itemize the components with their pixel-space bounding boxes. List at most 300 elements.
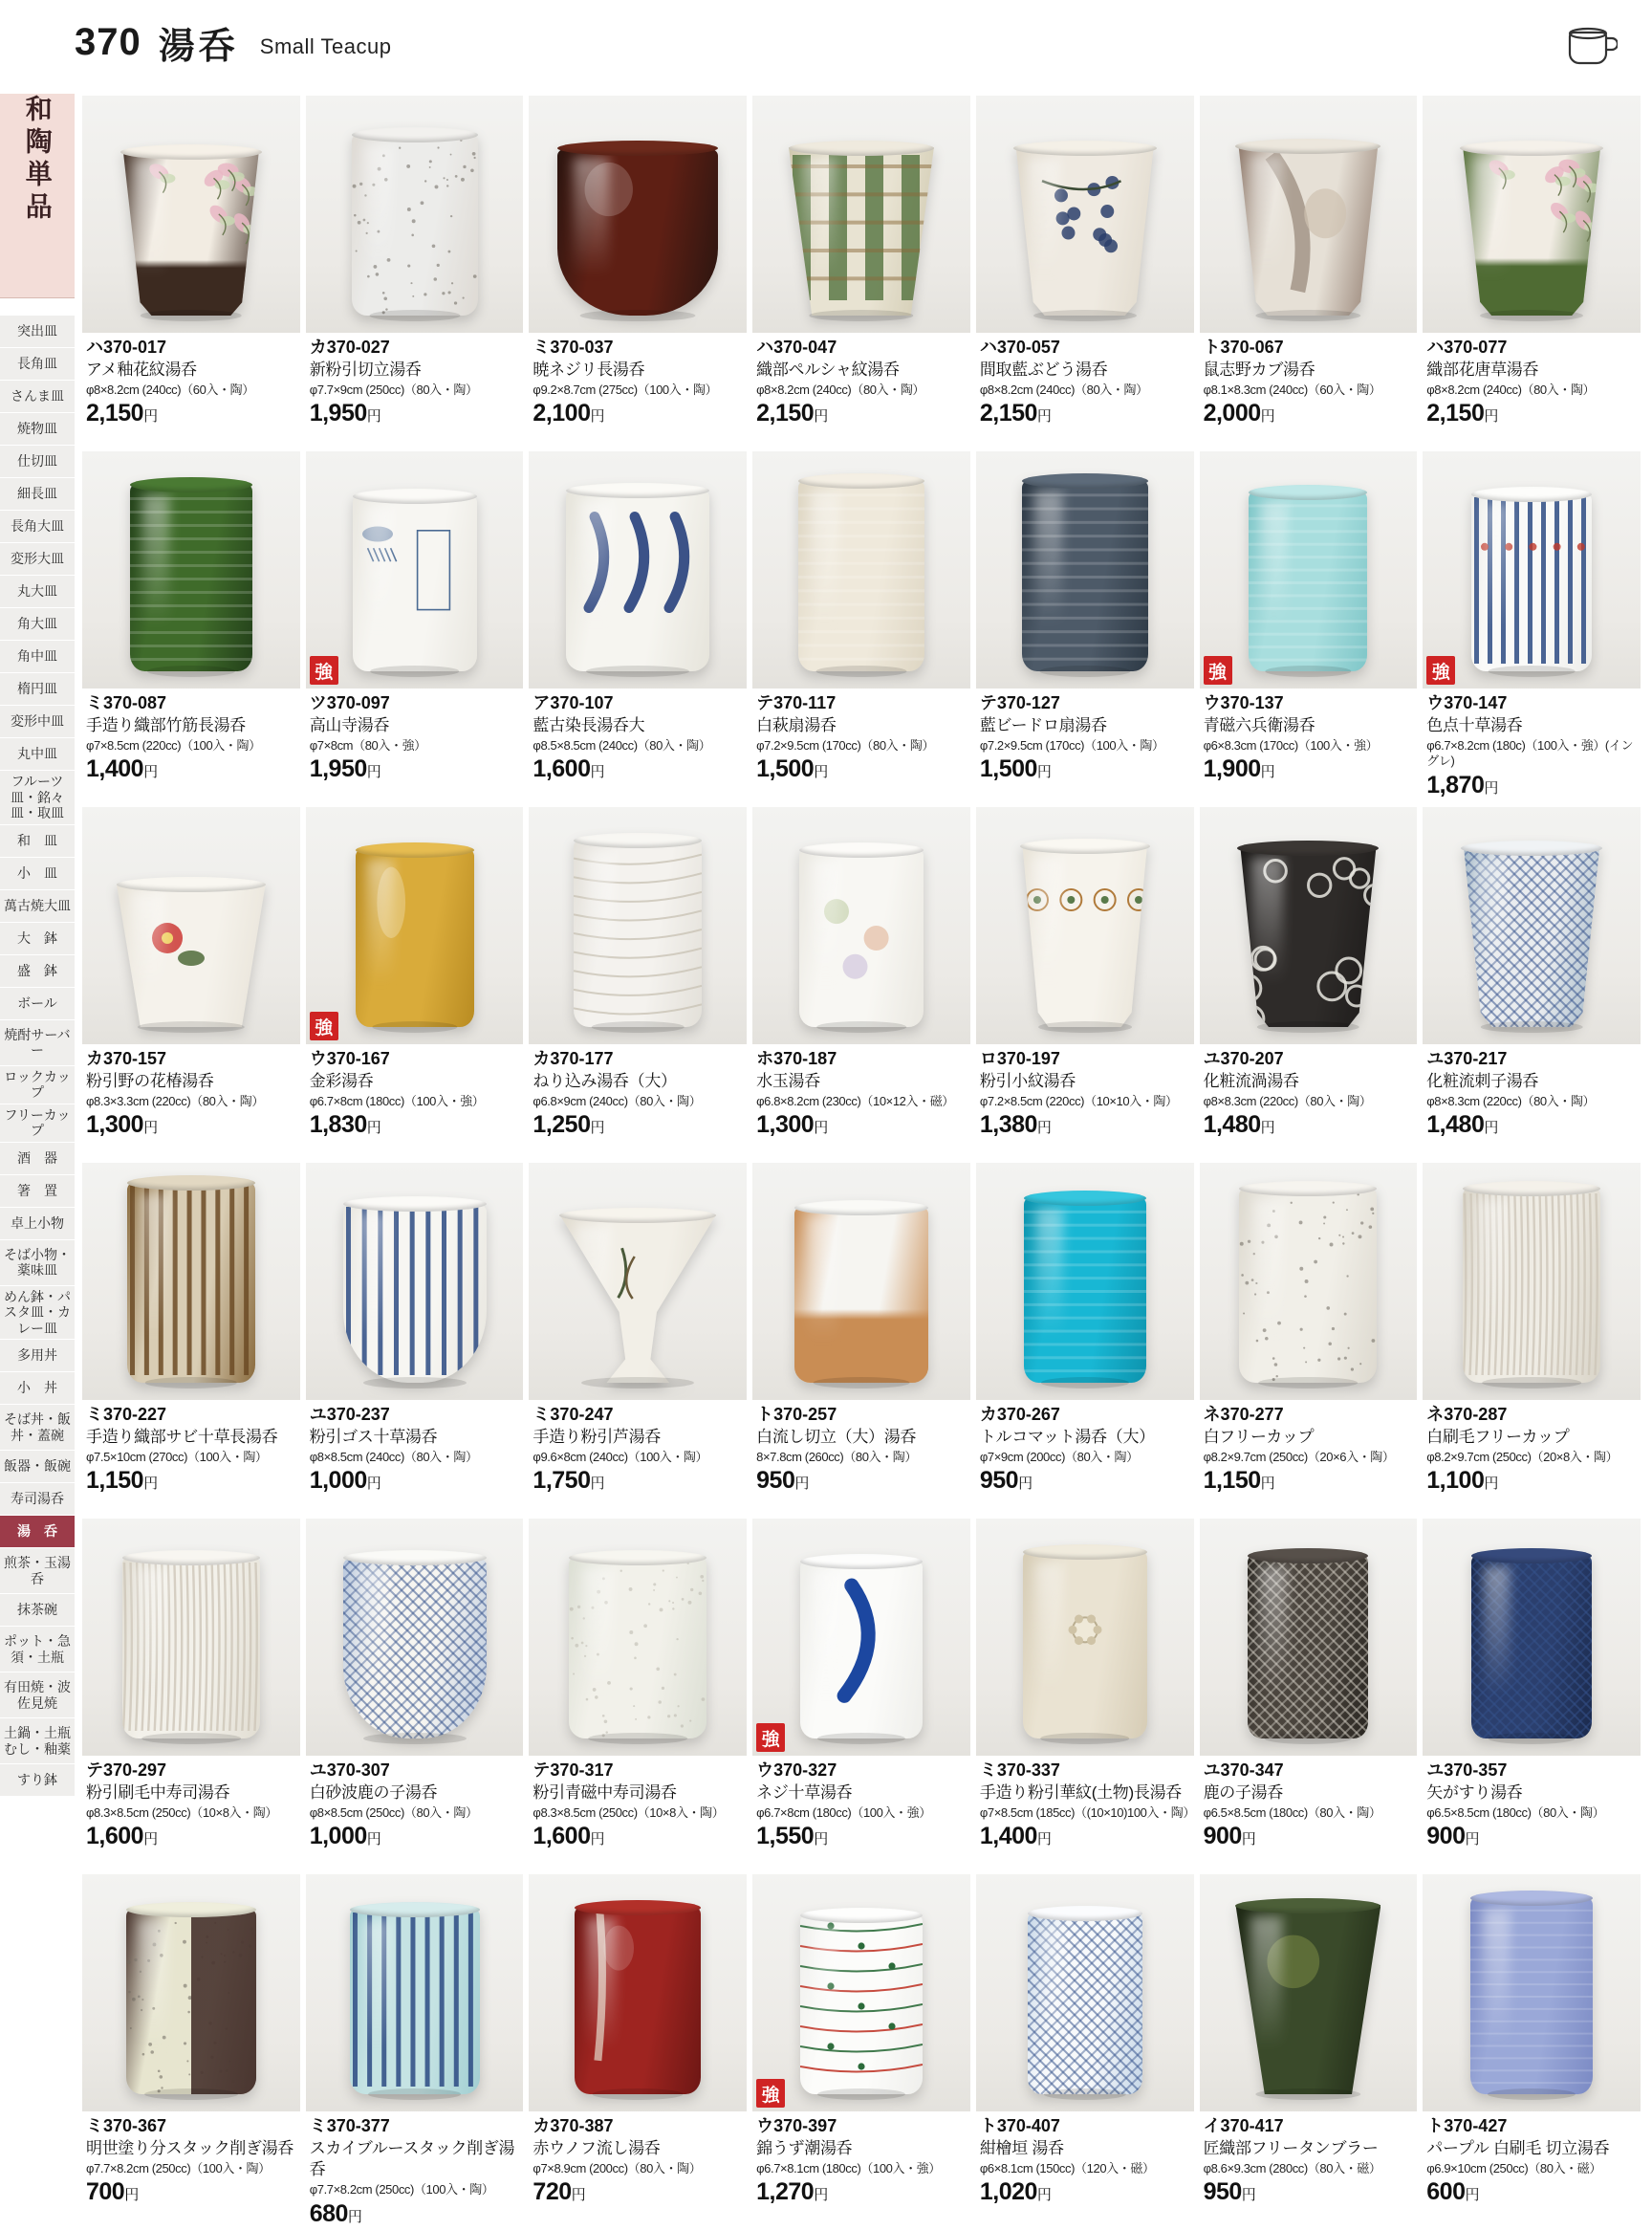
product-cell[interactable]	[752, 807, 970, 1163]
sidebar-item-37[interactable]	[0, 1627, 75, 1672]
product-code: テ370-297	[86, 1760, 167, 1780]
sidebar-item-29[interactable]	[0, 1340, 75, 1372]
product-photo	[1200, 807, 1418, 1044]
sidebar-item-label: 小 皿	[17, 864, 57, 881]
product-info	[306, 2111, 524, 2228]
product-photo	[82, 96, 300, 333]
highlight	[1484, 504, 1511, 628]
sidebar-item-label: 湯 呑	[17, 1523, 57, 1540]
sidebar-item-label: 煎茶・玉湯呑	[4, 1555, 71, 1586]
highlight	[574, 158, 609, 275]
product-cell[interactable]	[976, 451, 1194, 807]
sidebar-item-label: 丸大皿	[17, 583, 57, 600]
product-spec: φ7×8.9cm (200cc)（80入・陶）	[533, 2160, 702, 2175]
price-value: 1,480	[1203, 1111, 1261, 1139]
cup-shadow	[1489, 666, 1576, 677]
product-image	[350, 1909, 480, 2094]
sidebar-item-21[interactable]	[0, 1020, 75, 1066]
product-image	[1460, 147, 1603, 316]
product-price	[533, 400, 745, 427]
sidebar-item-10[interactable]	[0, 641, 75, 673]
highlight	[580, 500, 612, 627]
product-cell[interactable]	[976, 1519, 1194, 1874]
product-image	[557, 147, 718, 316]
header-band	[75, 0, 1652, 84]
product-price	[980, 1111, 1192, 1139]
price-unit: 円	[1260, 1476, 1275, 1493]
highlight	[587, 851, 615, 982]
product-cell[interactable]	[752, 451, 970, 807]
product-name: 粉引刷毛中寿司湯呑	[86, 1782, 230, 1802]
cup-shadow	[1038, 1021, 1132, 1033]
sidebar-item-label: そば小物・薬味皿	[4, 1246, 71, 1279]
product-info	[529, 2111, 747, 2206]
product-cell[interactable]	[1200, 451, 1418, 807]
product-info	[306, 1044, 524, 1139]
product-cell[interactable]	[1423, 96, 1641, 451]
product-cell[interactable]	[976, 1874, 1194, 2230]
sidebar-item-label: 長角皿	[17, 356, 57, 372]
price-unit: 円	[366, 1476, 381, 1493]
strong-badge: 強	[310, 656, 338, 685]
product-price	[756, 2178, 968, 2206]
product-spec: φ6.7×8.1cm (180cc)（100入・強）	[756, 2160, 941, 2175]
highlight	[1028, 158, 1059, 275]
cup-rim	[356, 842, 474, 858]
product-info	[306, 333, 524, 427]
product-photo	[1423, 1163, 1641, 1400]
product-spec: φ9.2×8.7cm (275cc)（100入・陶）	[533, 382, 718, 397]
sidebar-item-28[interactable]	[0, 1286, 75, 1341]
sidebar-item-34[interactable]	[0, 1516, 75, 1548]
cup-rim	[1237, 841, 1379, 856]
product-price	[756, 1111, 968, 1139]
product-cell[interactable]	[306, 451, 524, 807]
product-cell[interactable]	[529, 1874, 747, 2230]
cup-shadow	[141, 1733, 241, 1744]
product-name: 粉引青磁中寿司湯呑	[533, 1782, 677, 1802]
sidebar-item-1[interactable]	[0, 348, 75, 381]
sidebar-item-38[interactable]	[0, 1672, 75, 1718]
product-image	[343, 1203, 487, 1383]
sidebar-item-40[interactable]	[0, 1764, 75, 1797]
product-code: ミ370-367	[86, 2116, 167, 2135]
product-name: 白刷毛フリーカップ	[1426, 1427, 1570, 1446]
cup-rim	[343, 1196, 487, 1212]
sidebar-item-4[interactable]	[0, 446, 75, 478]
product-code: ウ370-137	[1203, 693, 1284, 712]
sidebar-item-33[interactable]	[0, 1483, 75, 1516]
product-cell[interactable]	[306, 96, 524, 451]
price-unit: 円	[1484, 408, 1499, 426]
product-cell[interactable]	[752, 1519, 970, 1874]
sidebar-item-5[interactable]	[0, 478, 75, 511]
cup-shadow	[1033, 310, 1137, 321]
product-code: ウ370-327	[756, 1760, 837, 1780]
product-cell[interactable]	[529, 1163, 747, 1519]
product-info	[752, 333, 970, 427]
price-value: 2,100	[533, 400, 591, 427]
cup-rim	[789, 141, 934, 156]
product-name: 金彩湯呑	[309, 1071, 374, 1090]
product-cell[interactable]	[529, 451, 747, 807]
product-cell[interactable]	[82, 807, 300, 1163]
sidebar-item-label: 有田焼・波佐見焼	[4, 1679, 71, 1711]
sidebar-item-0[interactable]	[0, 316, 75, 348]
price-unit: 円	[1260, 1120, 1275, 1137]
product-cell[interactable]	[1200, 1163, 1418, 1519]
sidebar-item-14[interactable]	[0, 771, 75, 825]
page-title: 湯呑	[158, 26, 239, 67]
highlight	[135, 161, 166, 275]
product-cell[interactable]	[529, 1519, 747, 1874]
price-value: 2,150	[979, 400, 1037, 427]
sidebar-item-8[interactable]	[0, 576, 75, 608]
cup-shadow	[369, 310, 460, 321]
product-image	[120, 151, 262, 316]
product-photo	[306, 1519, 524, 1756]
strong-badge: 強	[1204, 656, 1232, 685]
cup-rim	[350, 1902, 480, 1917]
product-spec: φ6.8×8.2cm (230cc)（10×12入・磁）	[756, 1093, 954, 1108]
price-unit: 円	[347, 2208, 362, 2225]
product-photo	[752, 1519, 970, 1756]
price-value: 1,000	[309, 1823, 367, 1850]
product-photo	[976, 1874, 1194, 2111]
product-code: ユ370-237	[309, 1405, 390, 1424]
product-name: 手造り粉引華紋(土物)長湯呑	[979, 1782, 1182, 1802]
product-cell[interactable]	[1423, 451, 1641, 807]
product-cell[interactable]	[306, 1874, 524, 2230]
product-name: 化粧流刺子湯呑	[1426, 1071, 1539, 1090]
highlight	[362, 1920, 391, 2050]
sidebar-item-label: 酒 器	[17, 1149, 57, 1166]
sidebar-item-32[interactable]	[0, 1451, 75, 1483]
product-photo	[1423, 451, 1641, 689]
product-price	[1204, 1823, 1416, 1850]
highlight	[364, 144, 392, 272]
product-spec: φ8.3×3.3cm (220cc)（80入・陶）	[86, 1093, 264, 1108]
price-value: 1,150	[86, 1467, 144, 1495]
cup-shadow	[1257, 1021, 1359, 1033]
product-cell[interactable]	[82, 96, 300, 451]
strong-badge: 強	[310, 1012, 338, 1040]
product-image	[1471, 1555, 1592, 1738]
product-code: ミ370-247	[533, 1405, 614, 1424]
cup-shadow	[1266, 666, 1351, 677]
product-info	[1200, 1044, 1418, 1139]
product-price	[86, 400, 298, 427]
product-cell[interactable]	[1200, 1874, 1418, 2230]
sidebar-item-label: 萬古焼大皿	[4, 897, 71, 913]
sidebar-item-label: 変形大皿	[11, 551, 64, 567]
product-cell[interactable]	[82, 1874, 300, 2230]
product-name: スカイブルースタック削ぎ湯呑	[309, 2138, 515, 2178]
highlight	[358, 1213, 389, 1340]
product-photo	[82, 1519, 300, 1756]
highlight	[136, 1567, 166, 1694]
highlight	[587, 1918, 615, 2049]
product-cell[interactable]	[976, 96, 1194, 451]
product-spec: φ6.5×8.5cm (180cc)（80入・陶）	[1203, 1804, 1381, 1820]
price-value: 1,500	[756, 755, 815, 783]
sidebar-item-16[interactable]	[0, 858, 75, 890]
sidebar-item-24[interactable]	[0, 1143, 75, 1175]
product-image	[1235, 1905, 1380, 2094]
product-info	[529, 1400, 747, 1495]
product-price	[310, 1467, 522, 1495]
sidebar-item-9[interactable]	[0, 608, 75, 641]
product-code: ト370-257	[756, 1405, 837, 1424]
sidebar-item-label: 寿司湯呑	[11, 1491, 64, 1507]
product-image	[794, 1207, 928, 1383]
product-cell[interactable]	[752, 96, 970, 451]
cup-rim	[557, 141, 718, 156]
sidebar-item-11[interactable]	[0, 673, 75, 706]
product-code: ユ370-357	[1426, 1760, 1508, 1780]
product-cell[interactable]	[752, 1874, 970, 2230]
sidebar-item-19[interactable]	[0, 955, 75, 988]
cup-rim	[1013, 141, 1157, 156]
sidebar-item-2[interactable]	[0, 381, 75, 413]
product-name: 鹿の子湯呑	[1203, 1782, 1284, 1802]
highlight	[811, 492, 838, 625]
product-cell[interactable]	[1423, 1163, 1641, 1519]
product-code: ネ370-287	[1426, 1405, 1508, 1424]
product-cell[interactable]	[976, 807, 1194, 1163]
product-name: 錦うず潮湯呑	[756, 2138, 853, 2157]
price-value: 1,270	[756, 2178, 815, 2206]
sidebar-item-36[interactable]	[0, 1594, 75, 1627]
product-price	[86, 1467, 298, 1495]
sidebar-item-label: めん鉢・パスタ皿・カレー皿	[4, 1288, 71, 1336]
sidebar-item-label: 和 皿	[17, 832, 57, 848]
product-cell[interactable]	[529, 96, 747, 451]
product-cell[interactable]	[1423, 807, 1641, 1163]
product-price	[533, 1467, 745, 1495]
cup-rim	[1235, 139, 1380, 154]
product-cell[interactable]	[1200, 1519, 1418, 1874]
product-name: 藍古染長湯呑大	[533, 715, 645, 734]
highlight	[576, 1225, 610, 1343]
product-image	[800, 1561, 923, 1738]
cup-shadow	[1265, 1733, 1352, 1744]
sidebar-item-25[interactable]	[0, 1175, 75, 1208]
price-value: 720	[533, 2178, 572, 2206]
product-photo	[1200, 96, 1418, 333]
product-name: 化粧流渦湯呑	[1203, 1071, 1299, 1090]
price-unit: 円	[1260, 764, 1275, 781]
product-photo	[82, 451, 300, 689]
price-unit: 円	[1036, 764, 1052, 781]
product-grid	[82, 96, 1641, 2230]
price-value: 1,400	[86, 755, 144, 783]
product-name: 粉引小紋湯呑	[979, 1071, 1076, 1090]
sidebar-item-label: 角大皿	[17, 616, 57, 632]
price-unit: 円	[590, 408, 605, 426]
product-cell[interactable]	[1423, 1874, 1641, 2230]
cup-rim	[1248, 1548, 1368, 1563]
product-spec: φ7.7×9cm (250cc)（80入・陶）	[309, 382, 478, 397]
price-unit: 円	[814, 1831, 829, 1848]
product-spec: φ6.7×8cm (180cc)（100入・強）	[309, 1093, 485, 1108]
sidebar-item-27[interactable]	[0, 1240, 75, 1286]
product-image	[130, 484, 252, 671]
cup-shadow	[147, 666, 235, 677]
cup-shadow	[588, 1733, 687, 1744]
sidebar-item-17[interactable]	[0, 890, 75, 923]
sidebar-item-7[interactable]	[0, 543, 75, 576]
product-spec: φ6.5×8.5cm (180cc)（80入・陶）	[1426, 1804, 1605, 1820]
sidebar-item-15[interactable]	[0, 825, 75, 858]
product-name: 手造り織部サビ十草長湯呑	[86, 1427, 278, 1446]
price-value: 1,400	[979, 1823, 1037, 1850]
sidebar-item-6[interactable]	[0, 511, 75, 543]
cup-rim	[352, 127, 478, 142]
sidebar-item-18[interactable]	[0, 923, 75, 955]
product-info	[752, 1756, 970, 1850]
price-unit: 円	[1036, 1120, 1052, 1137]
price-unit: 円	[1018, 1476, 1033, 1493]
product-code: ユ370-217	[1426, 1049, 1508, 1068]
cup-rim	[799, 842, 924, 858]
product-price	[533, 755, 745, 783]
product-photo	[976, 1519, 1194, 1756]
price-unit: 円	[590, 1476, 605, 1493]
product-image	[799, 849, 924, 1027]
sidebar-item-30[interactable]	[0, 1372, 75, 1405]
cup-shadow	[817, 1733, 905, 1744]
product-image	[798, 480, 924, 671]
product-spec: φ6×8.1cm (150cc)（120入・磁）	[979, 2160, 1155, 2175]
product-photo	[1200, 451, 1418, 689]
price-unit: 円	[1465, 2187, 1480, 2204]
cup-shadow	[368, 2088, 462, 2100]
price-unit: 円	[143, 1476, 159, 1493]
product-cell[interactable]	[976, 1163, 1194, 1519]
product-cell[interactable]	[82, 1163, 300, 1519]
highlight	[803, 158, 835, 275]
product-cell[interactable]	[306, 1163, 524, 1519]
price-value: 1,950	[309, 400, 367, 427]
product-info	[1423, 1756, 1641, 1850]
sidebar-item-20[interactable]	[0, 988, 75, 1020]
product-price	[980, 755, 1192, 783]
product-photo	[1200, 1519, 1418, 1756]
product-name: 白砂波鹿の子湯呑	[309, 1782, 438, 1802]
product-price	[1204, 1467, 1416, 1495]
product-spec: φ6.8×9cm (240cc)（80入・陶）	[533, 1093, 702, 1108]
page-number: 370	[75, 20, 141, 63]
product-photo	[1423, 807, 1641, 1044]
product-cell[interactable]	[306, 1519, 524, 1874]
product-info	[752, 2111, 970, 2206]
product-image	[343, 1557, 487, 1738]
product-spec: φ8×8.2cm (240cc)（80入・陶）	[979, 382, 1148, 397]
sidebar-item-39[interactable]	[0, 1718, 75, 1764]
product-cell[interactable]	[529, 807, 747, 1163]
price-value: 1,900	[1203, 755, 1261, 783]
product-spec: φ8.3×8.5cm (250cc)（10×8入・陶）	[533, 1804, 725, 1820]
cup-rim	[1020, 839, 1150, 854]
sidebar-item-26[interactable]	[0, 1208, 75, 1240]
price-unit: 円	[794, 1476, 810, 1493]
product-code: カ370-177	[533, 1049, 614, 1068]
product-image	[1024, 1197, 1146, 1383]
sidebar-item-13[interactable]	[0, 738, 75, 771]
product-cell[interactable]	[752, 1163, 970, 1519]
sidebar-item-22[interactable]	[0, 1066, 75, 1104]
product-code: ユ370-307	[309, 1760, 390, 1780]
product-name: 織部花唐草湯呑	[1426, 360, 1539, 379]
product-price	[310, 400, 522, 427]
cup-shadow	[580, 310, 696, 321]
product-cell[interactable]	[1423, 1519, 1641, 1874]
product-info	[306, 1400, 524, 1495]
product-price	[1426, 2178, 1639, 2206]
cup-rim	[126, 1902, 256, 1917]
price-unit: 円	[1484, 1120, 1499, 1137]
product-code: ネ370-277	[1203, 1405, 1284, 1424]
product-cell[interactable]	[1200, 96, 1418, 451]
cup-rim	[1249, 485, 1367, 500]
cup-rim	[127, 1175, 255, 1191]
product-cell[interactable]	[1200, 807, 1418, 1163]
product-cell[interactable]	[82, 1519, 300, 1874]
cup-rim	[1023, 1544, 1147, 1560]
sidebar-item-31[interactable]	[0, 1405, 75, 1451]
product-spec: φ7.2×9.5cm (170cc)（100入・陶）	[979, 737, 1164, 753]
cup-shadow	[1041, 1377, 1129, 1388]
glaze-band	[191, 1909, 256, 2094]
product-name: 矢がすり湯呑	[1426, 1782, 1523, 1802]
product-code: ハ370-017	[86, 338, 167, 357]
price-unit: 円	[366, 408, 381, 426]
sidebar-item-23[interactable]	[0, 1104, 75, 1143]
highlight	[142, 495, 169, 626]
highlight	[1260, 1566, 1287, 1694]
highlight	[1474, 158, 1506, 275]
cup-rim	[122, 1550, 260, 1565]
product-info	[82, 1044, 300, 1139]
product-cell[interactable]	[306, 807, 524, 1163]
cup-shadow	[372, 1021, 457, 1033]
product-photo	[752, 1874, 970, 2111]
price-unit: 円	[143, 1831, 159, 1848]
product-code: ホ370-187	[756, 1049, 837, 1068]
product-spec: φ7×8.5cm (185cc)（(10×10)100入・陶）	[979, 1804, 1195, 1820]
sidebar-item-12[interactable]	[0, 706, 75, 738]
product-code: テ370-127	[979, 693, 1060, 712]
sidebar-item-3[interactable]	[0, 413, 75, 446]
product-spec: φ8×8.2cm (240cc)（80入・陶）	[1426, 382, 1596, 397]
product-info	[752, 689, 970, 783]
product-image	[1470, 1897, 1593, 2094]
product-image	[574, 840, 702, 1027]
strong-badge: 強	[756, 2079, 785, 2108]
highlight	[1034, 492, 1062, 625]
sidebar-item-35[interactable]	[0, 1548, 75, 1594]
product-image	[126, 1909, 256, 2094]
product-cell[interactable]	[82, 451, 300, 807]
product-name: 色点十草湯呑	[1426, 715, 1523, 734]
cup-shadow	[1259, 1377, 1359, 1388]
product-image	[569, 1557, 706, 1738]
product-info	[1200, 333, 1418, 427]
sidebar-item-label: 角中皿	[17, 648, 57, 665]
product-spec: φ7.2×8.5cm (220cc)（10×10入・陶）	[979, 1093, 1178, 1108]
product-photo	[976, 451, 1194, 689]
